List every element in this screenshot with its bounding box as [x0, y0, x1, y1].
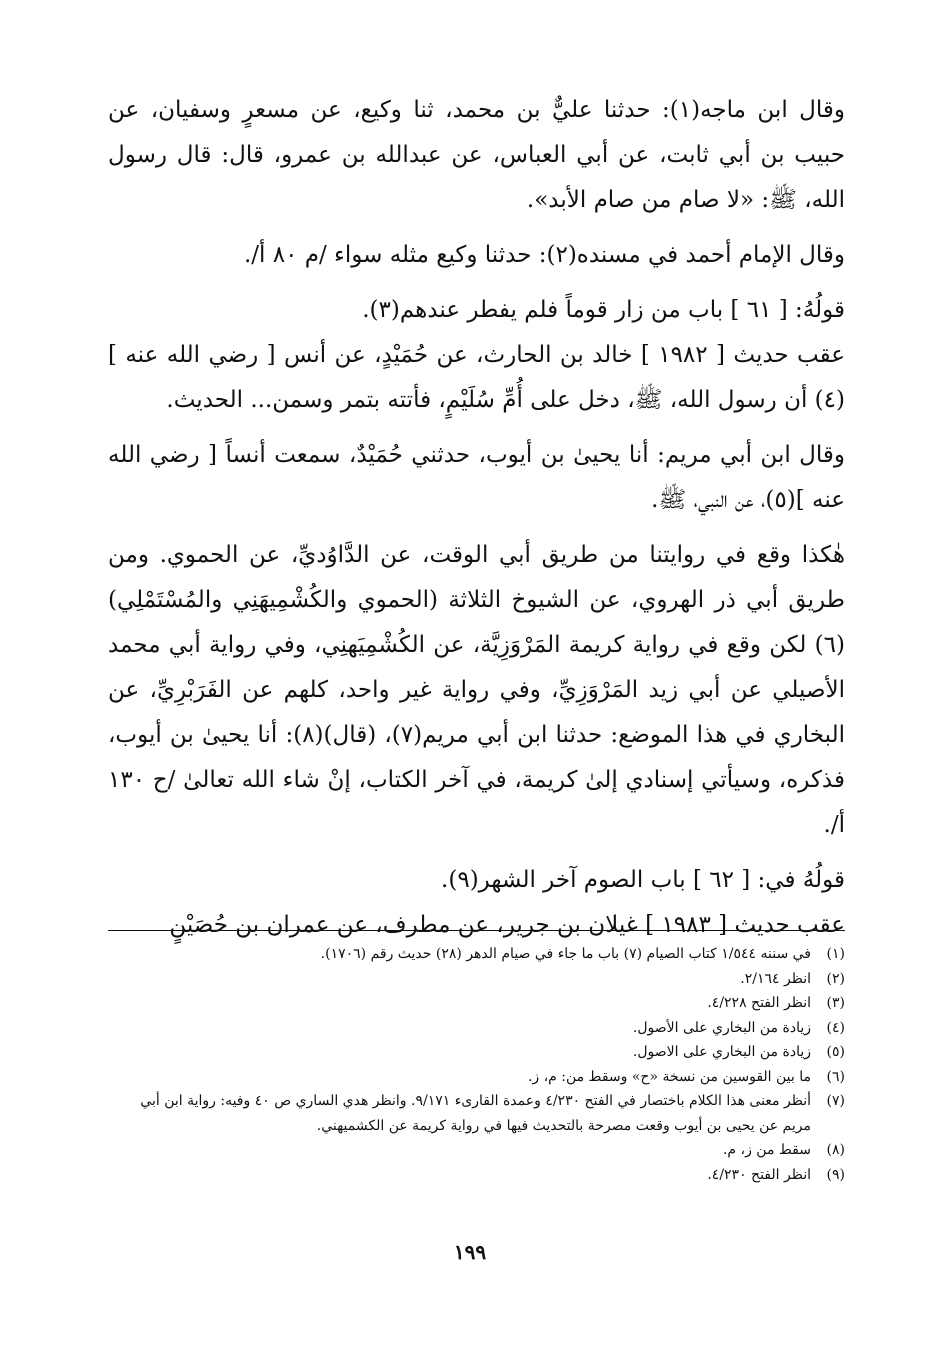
chapter-heading-61: قولُهُ: [ ٦١ ] باب من زار قوماً فلم يفطر عندهم(٣).	[362, 297, 845, 323]
paragraph-ibn-majah: وقال ابن ماجه(١): حدثنا عليٌّ بن محمد، ثنا وكيع، عن مسعرٍ وسفيان، عن حبيب بن أبي ثابت، عن أبي العباس، عن عبدالله بن عمرو، قال: قال رسول الله، ﷺ: «لا صام من صام الأبد».	[108, 97, 846, 213]
footnote	[108, 991, 845, 1016]
footnote-separator	[108, 930, 845, 931]
footnote	[108, 1138, 845, 1163]
footnote	[108, 1163, 845, 1188]
footnote-text: انظر ٢/١٦٤.	[740, 970, 811, 987]
footnote-number: (٩)	[826, 1166, 845, 1183]
footnote	[108, 1040, 845, 1065]
page-number: ١٩٩	[453, 1240, 487, 1264]
footnote-number: (٥)	[826, 1044, 845, 1060]
footnote	[108, 942, 845, 967]
footnote-number: (٢)	[826, 970, 845, 987]
footnote	[108, 967, 845, 992]
footnote-text: في سننه ١/٥٤٤ كتاب الصيام (٧) باب ما جاء في صيام الدهر (٢٨) حديث رقم (١٧٠٦).	[320, 946, 811, 962]
footnote-text: انظر الفتح ٤/٢٢٨.	[707, 995, 811, 1011]
chapter-heading-62: قولُهُ في: [ ٦٢ ] باب الصوم آخر الشهر(٩).	[441, 867, 845, 893]
paragraph-hadith-1982: عقب حديث [ ١٩٨٢ ] خالد بن الحارث، عن حُمَيْدٍ، عن أنس [ رضي الله عنه ](٤) أن رسول الله، ﷺ، دخل على أُمِّ سُلَيْمٍ، فأتته بتمر وسمن... الحديث.	[108, 342, 845, 413]
footnotes	[108, 942, 845, 1187]
footnote-number: (٧)	[826, 1093, 845, 1109]
paragraph-hadith-1983: عقب حديث [ ١٩٨٣ ] غيلان بن جرير، عن مطرف، عن عمران بن حُصَيْنٍ	[169, 912, 845, 938]
footnote-text: أنظر معنى هذا الكلام باختصار في الفتح ٤/٢٣٠ وعمدة القارىء ٩/١٧١. وانظر هدي الساري ص ٤٠ وفيه: رواية ابن أبي مريم عن يحيى بن أيوب وقعت مصرحة بالتحديث فيها في رواية كريمة عن الكشميهني.	[140, 1093, 811, 1134]
footnote-text: زيادة من البخاري على الاصول.	[632, 1044, 811, 1060]
paragraph-riwaya: هٰكذا وقع في روايتنا من طريق أبي الوقت، عن الدَّاوُديِّ، عن الحموي. ومن طريق أبي ذر الهروي، عن الشيوخ الثلاثة (الحموي والكُشْمِيهَنِي والمُسْتَمْلِي)(٦) لكن وقع في رواية كريمة المَرْوَزِيَّة، عن الكُشْمِيَهنِي، وفي رواية أبي محمد الأصيلي عن أبي زيد المَرْوَزِيِّ، وفي رواية غير واحد، كلهم عن الفَرَبْرِيِّ، عن البخاري في هذا الموضع: حدثنا ابن أبي مريم(٧)، (قال)(٨): أنا يحيىٰ بن أيوب، فذكره، وسيأتي إسنادي إلىٰ كريمة، في آخر الكتاب، إنْ شاء الله تعالىٰ /ح ١٣٠ أ/.	[108, 542, 845, 838]
footnote-text: ما بين القوسين من نسخة «ح» وسقط من: م، ز.	[527, 1068, 811, 1085]
footnote-number: (٤)	[826, 1019, 845, 1036]
paragraph-ahmad: وقال الإمام أحمد في مسنده(٢): حدثنا وكيع مثله سواء /م ٨٠ أ/.	[243, 242, 845, 268]
footnote	[108, 1065, 845, 1090]
footnote-text: سقط من ز، م.	[722, 1142, 811, 1158]
paragraph-ibn-abi-maryam: وقال ابن أبي مريم: أنا يحيىٰ بن أيوب، حدثني حُمَيْدٌ، سمعت أنساً [ رضي الله عنه ](٥)، عن النبي، ﷺ.	[108, 442, 845, 513]
main-text	[108, 88, 845, 948]
footnote	[108, 1016, 845, 1041]
footnote-number: (٣)	[826, 995, 845, 1011]
footnote-text: زيادة من البخاري على الأصول.	[632, 1019, 811, 1036]
footnote-text: انظر الفتح ٤/٢٣٠.	[707, 1166, 811, 1183]
footnote-number: (٨)	[826, 1142, 845, 1158]
footnote	[108, 1089, 845, 1138]
footnote-number: (٦)	[826, 1068, 845, 1085]
footnote-number: (١)	[826, 946, 845, 962]
